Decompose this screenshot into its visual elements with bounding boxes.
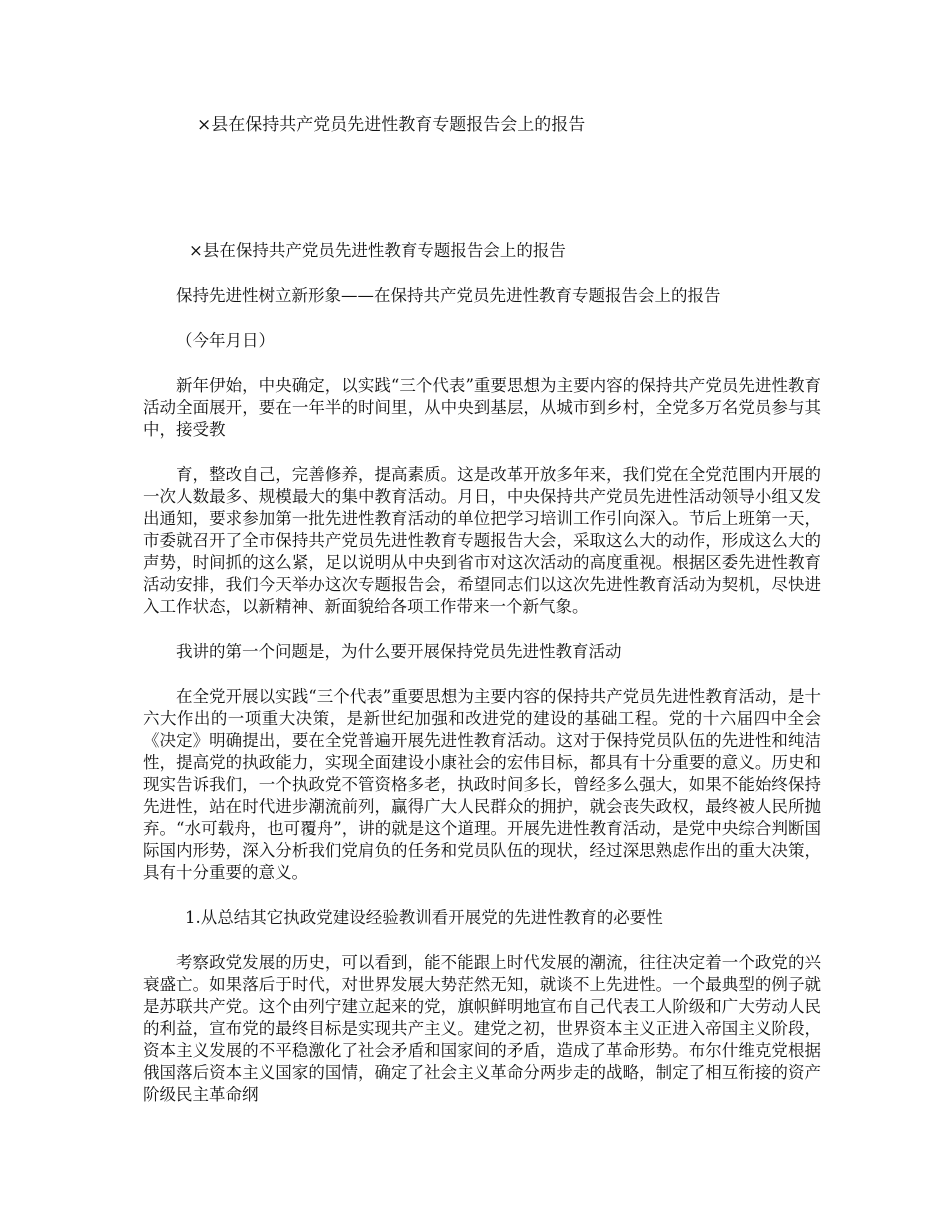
report-subtitle: 保持先进性树立新形象——在保持共产党员先进性教育专题报告会上的报告	[176, 286, 721, 305]
paragraph-2: 育，整改自己，完善修养，提高素质。这是改革开放多年来，我们党在全党范围内开展的一次人数最多、规模最大的集中教育活动。月日，中央保持共产党员先进性活动领导小组又发出通知，要求参加第一批先进性教育活动的单位把学习培训工作引向深入。节后上班第一天，市委就召开了全市保持共产党员先进性教育专题报告大会，采取这么大的动作，形成这么大的声势，时间抓的这么紧，足以说明从中央到省市对这次活动的高度重视。根据区委先进性教育活动安排，我们今天举办这次专题报告会，希望同志们以这次先进性教育活动为契机，尽快进入工作状态，以新精神、新面貌给各项工作带来一个新气象。	[143, 465, 821, 616]
paragraph-4: 考察政党发展的历史，可以看到，能不能跟上时代发展的潮流，往往决定着一个政党的兴衰盛亡。如果落后于时代，对世界发展大势茫然无知，就谈不上先进性。一个最典型的例子就是苏联共产党。这个由列宁建立起来的党，旗帜鲜明地宣布自己代表工人阶级和广大劳动人民的利益，宣布党的最终目标是实现共产主义。建党之初，世界资本主义正进入帝国主义阶段，资本主义发展的不平稳激化了社会矛盾和国家间的矛盾，造成了革命形势。布尔什维克党根据俄国落后资本主义国家的国情，确定了社会主义革命分两步走的战略，制定了相互衔接的资产阶级民主革命纲	[143, 953, 821, 1104]
document-header-title: ×县在保持共产党员先进性教育专题报告会上的报告	[197, 115, 586, 135]
section-heading: 1.从总结其它执政党建设经验教训看开展党的先进性教育的必要性	[185, 908, 663, 927]
paragraph-3: 在全党开展以实践“三个代表”重要思想为主要内容的保持共产党员先进性教育活动，是十六大作出的一项重大决策，是新世纪加强和改进党的建设的基础工程。党的十六届四中全会《决定》明确提出，要在全党普遍开展先进性教育活动。这对于保持党员队伍的先进性和纯洁性，提高党的执政能力，实现全面建设小康社会的宏伟目标，都具有十分重要的意义。历史和现实告诉我们，一个执政党不管资格多老，执政时间多长，曾经多么强大，如果不能始终保持先进性，站在时代进步潮流前列，赢得广大人民群众的拥护，就会丧失政权，最终被人民所抛弃。“水可载舟，也可覆舟”，讲的就是这个道理。开展先进性教育活动，是党中央综合判断国际国内形势，深入分析我们党肩负的任务和党员队伍的现状，经过深思熟虑作出的重大决策，具有十分重要的意义。	[143, 687, 821, 882]
date-line: （今年月日）	[176, 331, 275, 350]
question-heading: 我讲的第一个问题是，为什么要开展保持党员先进性教育活动	[176, 642, 622, 661]
repeat-title: ×县在保持共产党员先进性教育专题报告会上的报告	[189, 241, 566, 260]
document-body	[143, 240, 821, 1106]
paragraph-1: 新年伊始，中央确定，以实践“三个代表”重要思想为主要内容的保持共产党员先进性教育活动全面展开，要在一年半的时间里，从中央到基层，从城市到乡村，全党多万名党员参与其中，接受教	[143, 376, 821, 439]
